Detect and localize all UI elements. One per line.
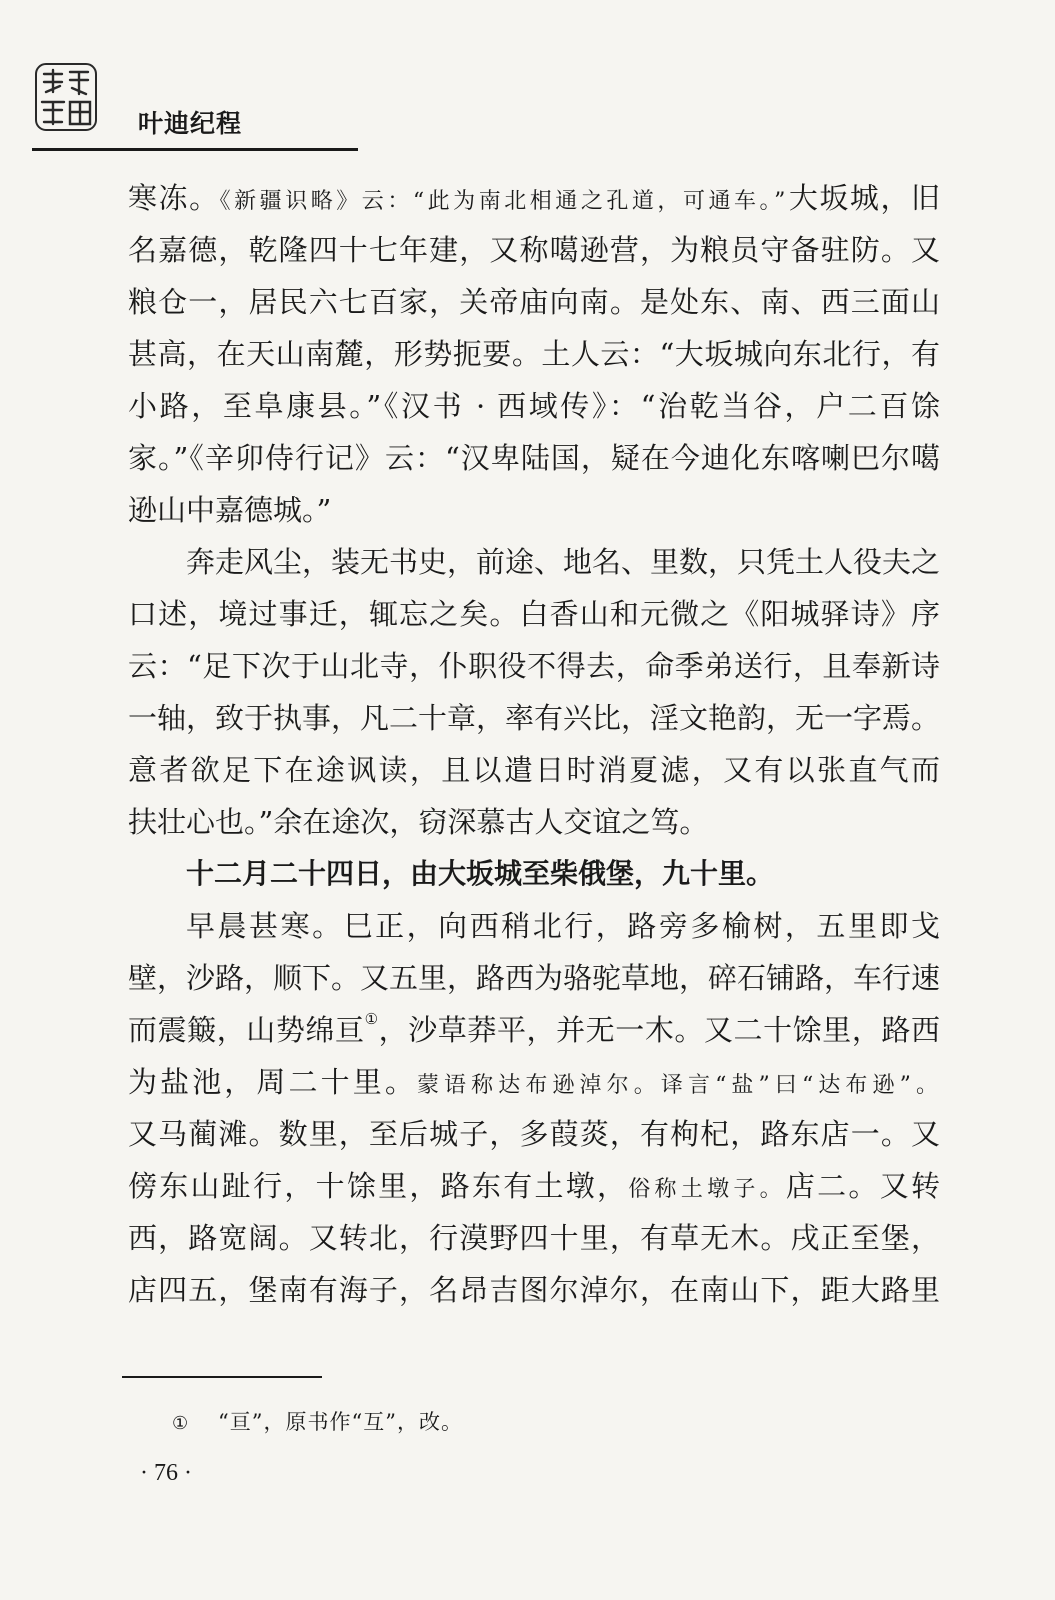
text-line (128, 1212, 940, 1264)
text-run: 店四五，堡南有海子，名昂吉图尔淖尔，在南山下，距大路里 (128, 1273, 940, 1307)
text-line (128, 900, 940, 952)
entry-heading-line (128, 848, 940, 900)
text-run: 早晨甚寒。巳正，向西稍北行，路旁多榆树，五里即戈 (186, 909, 940, 943)
text-line (128, 1056, 940, 1108)
text-line (128, 1108, 940, 1160)
text-run: 甚高，在天山南麓，形势扼要。土人云：“大坂城向东北行，有 (128, 337, 940, 371)
text-run: 傍东山趾行，十馀里，路东有土墩， (128, 1169, 629, 1203)
text-line (128, 380, 940, 432)
header-rule (32, 148, 358, 151)
text-run: 西，路宽阔。又转北，行漠野四十里，有草无木。戌正至堡， (128, 1221, 940, 1255)
text-run: 名嘉德，乾隆四十七年建，又称噶逊营，为粮员守备驻防。又 (128, 233, 940, 267)
text-line (128, 744, 940, 796)
footnote (172, 1406, 463, 1436)
text-run: 意者欲足下在途讽读，且以遣日时消夏滤，又有以张直气而 (128, 753, 940, 787)
text-line (128, 172, 940, 224)
text-run: 粮仓一，居民六七百家，关帝庙向南。是处东、南、西三面山 (128, 285, 940, 319)
text-line (128, 276, 940, 328)
text-line (128, 536, 940, 588)
text-line (128, 484, 940, 536)
footnote-reference: ① (364, 1010, 379, 1028)
text-run: 大坂城，旧 (787, 181, 940, 215)
text-line (128, 952, 940, 1004)
text-run: 扶壮心也。”余在途次，窃深慕古人交谊之笃。 (128, 805, 709, 839)
text-run: 小路，至阜康县。”《汉书 · 西域传》：“治乾当谷，户二百馀 (128, 389, 940, 423)
footnote-text: “亘”，原书作“互”，改。 (218, 1410, 463, 1434)
text-run: 而震簸，山势绵亘 (128, 1013, 365, 1047)
text-line (128, 224, 940, 276)
body-text (128, 172, 940, 1316)
text-line (128, 640, 940, 692)
running-title: 叶迪纪程 (138, 109, 243, 138)
text-line (128, 692, 940, 744)
text-run: 寒冻。 (128, 181, 220, 215)
text-run: 十二月二十四日，由大坂城至柴俄堡，九十里。 (186, 857, 775, 890)
text-run: 口述，境过事迁，辄忘之矣。白香山和元微之《阳城驿诗》序 (128, 597, 940, 631)
text-line (128, 432, 940, 484)
inline-annotation: 蒙语称达布逊淖尔。译言“盐”曰“达布逊”。 (416, 1073, 940, 1098)
text-line (128, 1004, 940, 1056)
text-line (128, 1160, 940, 1212)
text-line (128, 796, 940, 848)
footnote-mark: ① (172, 1413, 190, 1434)
text-line (128, 1264, 940, 1316)
seal-stamp-icon (34, 62, 98, 132)
text-run: 奔走风尘，装无书史，前途、地名、里数，只凭土人役夫之 (186, 545, 941, 579)
text-line (128, 588, 940, 640)
text-run: 逊山中嘉德城。” (128, 493, 332, 527)
text-run: 一轴，致于执事，凡二十章，率有兴比，淫文艳韵，无一字焉。 (128, 701, 941, 735)
text-run: ，沙草莽平，并无一木。又二十馀里，路西 (378, 1013, 940, 1047)
page-number: · 76 · (140, 1460, 192, 1486)
text-run: 店二。又转 (785, 1169, 940, 1203)
text-run: 又马蔺滩。数里，至后城子，多葭菼，有枸杞，路东店一。又 (128, 1117, 940, 1151)
text-run: 家。”《辛卯侍行记》云：“汉卑陆国，疑在今迪化东喀喇巴尔噶 (128, 441, 940, 475)
text-line (128, 328, 940, 380)
inline-annotation: 俗称土墩子。 (628, 1177, 786, 1202)
text-run: 云：“足下次于山北寺，仆职役不得去，命季弟送行，且奉新诗 (128, 649, 940, 683)
text-run: 为盐池，周二十里。 (128, 1065, 417, 1099)
inline-annotation: 《新疆识略》云：“此为南北相通之孔道，可通车。” (219, 189, 788, 214)
footnote-rule (122, 1376, 322, 1378)
text-run: 壁，沙路，顺下。又五里，路西为骆驼草地，碎石铺路，车行速 (128, 961, 941, 995)
